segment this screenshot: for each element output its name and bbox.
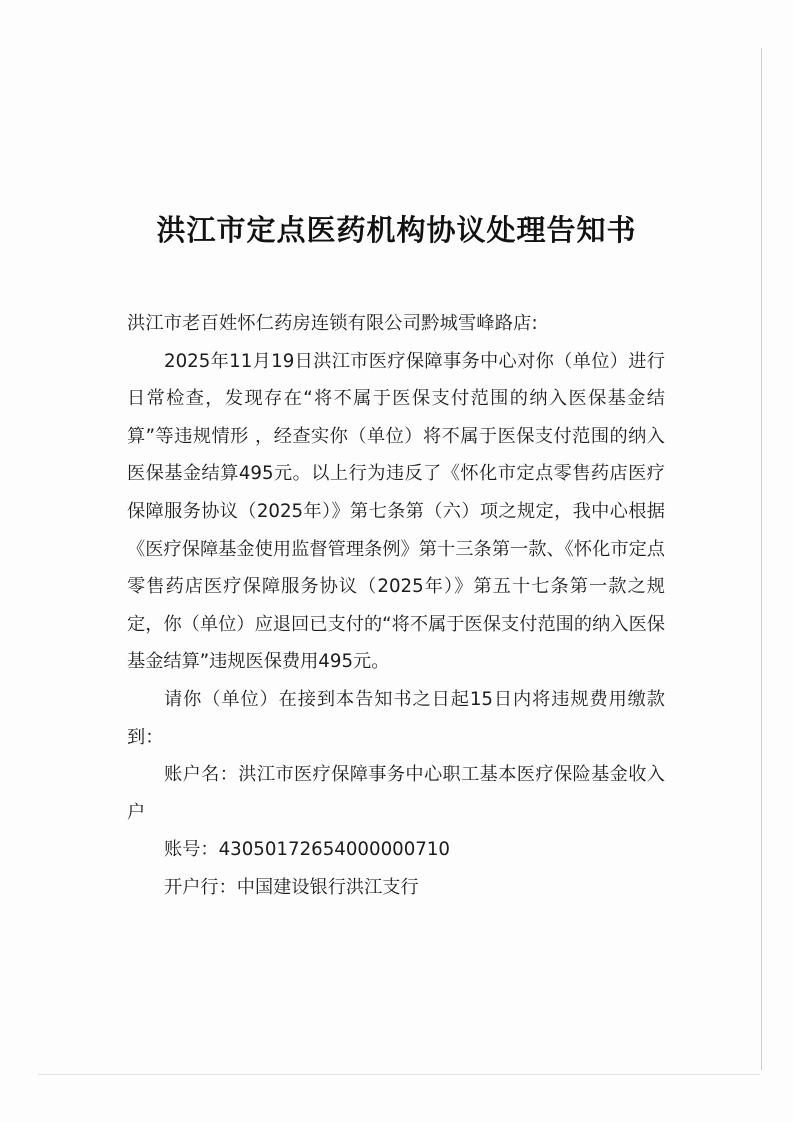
account-name-label: 账户名： xyxy=(164,764,239,786)
account-name-line xyxy=(127,756,665,831)
scan-edge-bottom xyxy=(38,1074,760,1075)
document-title: 洪江市定点医药机构协议处理告知书 xyxy=(156,213,637,247)
account-number-label: 账号： xyxy=(164,839,219,861)
paragraph-payment-instruction: 请你（单位）在接到本告知书之日起15日内将违规费用缴款到： xyxy=(127,688,665,748)
paragraph-violation-notice: 2025年11月19日洪江市医疗保障事务中心对你（单位）进行日常检查，发现存在“将不属于医保支付范围的纳入医保基金结算”等违规情形 ，经查实你（单位）将不属于医保支付范围的纳入医保基金结算495元。以上行为违反了《怀化市定点零售药店医疗保障服务协议（2025年）》第七条第（六）项之规定，我中心根据《医疗保障基金使用监督管理条例》第十三条第一款、《怀化市定点零售药店医疗保障服务协议（2025年）》第五十七条第一款之规定，你（单位）应退回已支付的“将不属于医保支付范围的纳入医保基金结算”违规医保费用495元。 xyxy=(127,350,665,673)
account-number-value: 43050172654000000710 xyxy=(218,839,451,861)
account-name-value: 洪江市医疗保障事务中心职工基本医疗保险基金收入户 xyxy=(127,764,665,823)
addressee: 洪江市老百姓怀仁药房连锁有限公司黔城雪峰路店: xyxy=(127,313,538,334)
scan-edge-right xyxy=(761,48,762,1070)
bank-value: 中国建设银行洪江支行 xyxy=(236,876,419,898)
document-body xyxy=(127,305,665,907)
bank-line xyxy=(127,869,665,907)
account-number-line xyxy=(127,831,665,869)
bank-label: 开户行： xyxy=(164,876,237,898)
